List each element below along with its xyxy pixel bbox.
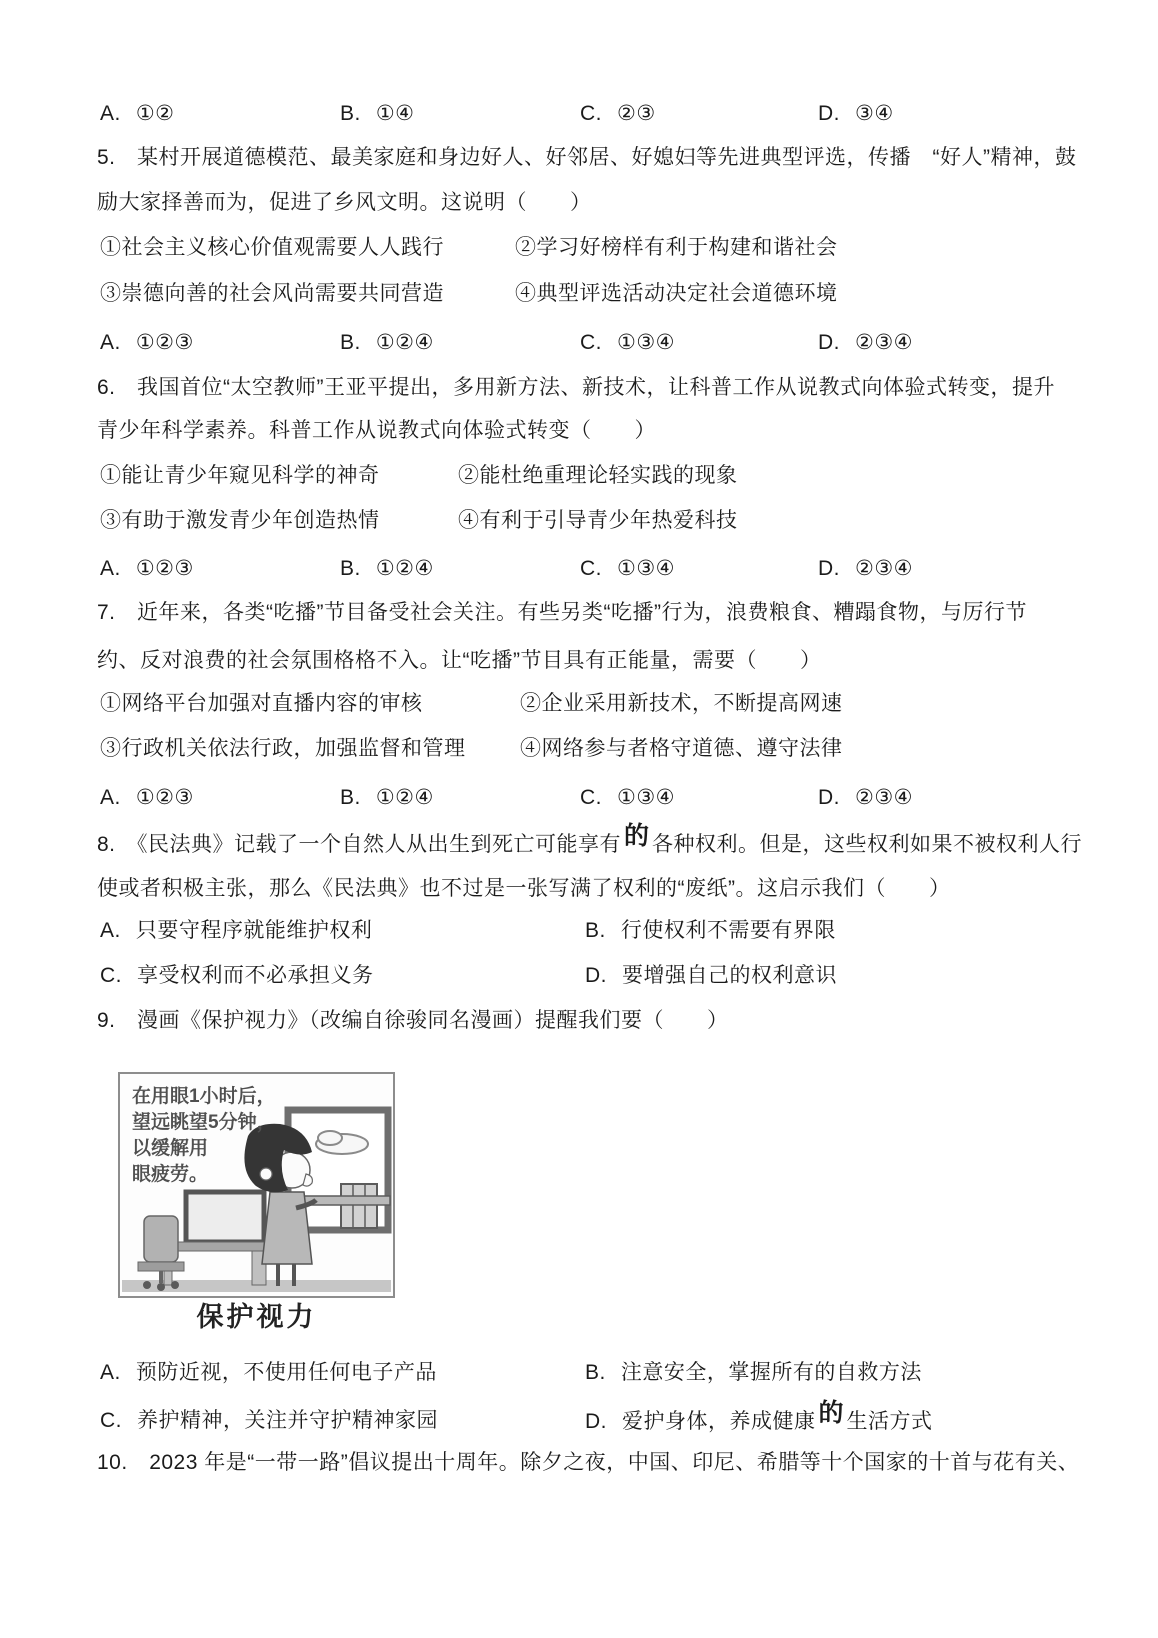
option-letter-d: D. bbox=[818, 102, 840, 125]
stem-text: 励大家择善而为，促进了乡风文明。这说明（ ） bbox=[97, 191, 592, 214]
option-letter-b: B. bbox=[340, 557, 361, 580]
comic-monitor bbox=[186, 1192, 264, 1242]
emphasized-de-character: 的 bbox=[818, 1399, 844, 1427]
option-letter-b: B. bbox=[585, 919, 606, 942]
option-letter-a: A. bbox=[100, 786, 121, 809]
stem-text: 8. 《民法典》记载了一个自然人从出生到死亡可能享有 bbox=[97, 833, 622, 856]
q9-options-row2 bbox=[0, 1398, 1158, 1443]
option-letter-b: B. bbox=[340, 102, 361, 125]
option-value: ①②④ bbox=[375, 786, 434, 809]
q6-stem-line2 bbox=[97, 408, 1158, 453]
option-letter-a: A. bbox=[100, 102, 121, 125]
option-text: 预防近视，不使用任何电子产品 bbox=[135, 1361, 437, 1384]
q5-option-d bbox=[818, 320, 913, 365]
comic-cloud-puff bbox=[318, 1131, 342, 1145]
option-letter-b: B. bbox=[340, 331, 361, 354]
option-value: ①③④ bbox=[617, 331, 675, 354]
option-text: 享受权利而不必承担义务 bbox=[137, 964, 374, 987]
q5-items-row1 bbox=[0, 225, 1158, 270]
q5-option-c bbox=[580, 320, 675, 365]
option-letter-c: C. bbox=[580, 557, 602, 580]
q5-answer-row bbox=[0, 320, 1158, 365]
comic-girl-ear bbox=[260, 1168, 272, 1180]
option-letter-d: D. bbox=[585, 1410, 607, 1433]
q5-option-a bbox=[100, 320, 194, 365]
q9-option-d bbox=[585, 1398, 933, 1444]
stem-text: 约、反对浪费的社会氛围格格不入。让“吃播”节目具有正能量，需要（ ） bbox=[97, 649, 822, 672]
option-value: ①②③ bbox=[135, 557, 194, 580]
option-letter-c: C. bbox=[100, 964, 122, 987]
q7-item-1: ①网络平台加强对直播内容的审核 bbox=[100, 692, 423, 715]
q5-stem-line2 bbox=[97, 180, 1158, 225]
comic-chair-back bbox=[144, 1216, 178, 1262]
q7-item-2: ②企业采用新技术，不断提高网速 bbox=[520, 692, 843, 715]
q6-item-4: ④有利于引导青少年热爱科技 bbox=[458, 509, 738, 532]
q7-option-d bbox=[818, 775, 913, 820]
option-text: 养护精神，关注并守护精神家园 bbox=[137, 1409, 438, 1432]
q8-options-row2 bbox=[0, 953, 1158, 998]
stem-text: 6. 我国首位“太空教师”王亚平提出，多用新方法、新技术，让科普工作从说教式向体验式转变，提升 bbox=[97, 376, 1055, 399]
comic-chair-seat bbox=[138, 1262, 184, 1271]
q6-items-row2 bbox=[0, 498, 1158, 543]
q4-option-b bbox=[340, 91, 415, 136]
comic-building bbox=[341, 1184, 377, 1228]
option-text: 生活方式 bbox=[846, 1410, 933, 1433]
option-letter-c: C. bbox=[580, 786, 602, 809]
option-value: ①②④ bbox=[375, 331, 434, 354]
comic-bubble-line-3: 以缓解用 bbox=[132, 1138, 209, 1159]
q5-item-2: ②学习好榜样有利于构建和谐社会 bbox=[515, 236, 838, 259]
q5-item-3: ③崇德向善的社会风尚需要共同营造 bbox=[100, 282, 444, 305]
comic-chair-wheel bbox=[143, 1281, 151, 1289]
comic-girl-dress bbox=[262, 1192, 312, 1264]
q6-option-a bbox=[100, 546, 194, 591]
comic-bubble-line-4: 眼疲劳。 bbox=[132, 1164, 209, 1185]
emphasized-de-character: 的 bbox=[624, 822, 650, 850]
stem-text: 各种权利。但是，这些权利如果不被权利人行 bbox=[652, 833, 1083, 856]
q6-item-3: ③有助于激发青少年创造热情 bbox=[100, 509, 380, 532]
q6-item-2: ②能杜绝重理论轻实践的现象 bbox=[458, 464, 738, 487]
q5-item-4: ④典型评选活动决定社会道德环境 bbox=[515, 282, 838, 305]
q6-stem-line1 bbox=[97, 365, 1158, 410]
q6-answer-row bbox=[0, 546, 1158, 591]
option-text: 注意安全，掌握所有的自救方法 bbox=[620, 1361, 922, 1384]
comic-caption: 保护视力 bbox=[196, 1302, 317, 1332]
q6-items-row1 bbox=[0, 453, 1158, 498]
option-value: ①③④ bbox=[617, 557, 675, 580]
stem-text: 使或者积极主张，那么《民法典》也不过是一张写满了权利的“废纸”。这启示我们（ ） bbox=[97, 877, 951, 900]
q8-option-a bbox=[100, 908, 372, 953]
option-text: 爱护身体，养成健康 bbox=[622, 1410, 816, 1433]
option-value: ①③④ bbox=[617, 786, 675, 809]
option-value: ①②④ bbox=[375, 557, 434, 580]
option-text: 要增强自己的权利意识 bbox=[622, 964, 837, 987]
option-letter-a: A. bbox=[100, 331, 121, 354]
q6-option-b bbox=[340, 546, 434, 591]
comic-chair-wheel bbox=[157, 1283, 165, 1291]
q7-items-row1 bbox=[0, 681, 1158, 726]
q7-option-c bbox=[580, 775, 675, 820]
option-letter-a: A. bbox=[100, 557, 121, 580]
q9-option-b bbox=[585, 1350, 922, 1395]
option-value: ②③④ bbox=[855, 786, 913, 809]
option-letter-b: B. bbox=[340, 786, 361, 809]
q4-option-c bbox=[580, 91, 656, 136]
q8-option-d bbox=[585, 953, 837, 998]
stem-text: 9. 漫画《保护视力》（改编自徐骏同名漫画）提醒我们要（ ） bbox=[97, 1009, 729, 1032]
option-value: ①② bbox=[135, 102, 175, 125]
option-letter-a: A. bbox=[100, 919, 121, 942]
q8-options-row1 bbox=[0, 908, 1158, 953]
stem-text: 7. 近年来，各类“吃播”节目备受社会关注。有些另类“吃播”行为，浪费粮食、糟蹋食物，与厉行节 bbox=[97, 601, 1027, 624]
q7-option-a bbox=[100, 775, 194, 820]
q8-stem-line2 bbox=[97, 866, 1158, 911]
q5-option-b bbox=[340, 320, 434, 365]
q5-item-1: ①社会主义核心价值观需要人人践行 bbox=[100, 236, 444, 259]
q5-stem-line1 bbox=[97, 135, 1158, 180]
option-text: 行使权利不需要有界限 bbox=[620, 919, 836, 942]
stem-text: 5. 某村开展道德模范、最美家庭和身边好人、好邻居、好媳妇等先进典型评选，传播 “好人”精神，鼓 bbox=[97, 146, 1077, 169]
q6-option-d bbox=[818, 546, 913, 591]
q9-option-c bbox=[100, 1398, 438, 1443]
q9-options-row1 bbox=[0, 1350, 1158, 1395]
comic-protect-eyesight bbox=[118, 1072, 395, 1298]
q4-option-d bbox=[818, 91, 894, 136]
q7-stem-line2 bbox=[97, 638, 1158, 683]
option-letter-c: C. bbox=[580, 102, 602, 125]
option-letter-b: B. bbox=[585, 1361, 606, 1384]
q7-items-row2 bbox=[0, 726, 1158, 771]
option-letter-a: A. bbox=[100, 1361, 121, 1384]
q6-item-1: ①能让青少年窥见科学的神奇 bbox=[100, 464, 380, 487]
option-letter-d: D. bbox=[818, 557, 840, 580]
q7-stem-line1 bbox=[97, 590, 1158, 635]
q8-option-b bbox=[585, 908, 836, 953]
option-value: ③④ bbox=[855, 102, 894, 125]
option-letter-d: D. bbox=[585, 964, 607, 987]
option-letter-d: D. bbox=[818, 786, 840, 809]
q7-option-b bbox=[340, 775, 434, 820]
option-text: 只要守程序就能维护权利 bbox=[135, 919, 373, 942]
q4-option-a bbox=[100, 91, 175, 136]
q8-stem-line1 bbox=[97, 821, 1158, 866]
q6-option-c bbox=[580, 546, 675, 591]
comic-chair-wheel bbox=[171, 1281, 179, 1289]
comic-drawing bbox=[120, 1074, 393, 1296]
option-value: ①②③ bbox=[135, 331, 194, 354]
option-value: ①②③ bbox=[135, 786, 194, 809]
q8-option-c bbox=[100, 953, 374, 998]
comic-bubble-line-2: 望远眺望5分钟， bbox=[132, 1112, 276, 1133]
q7-answer-row bbox=[0, 775, 1158, 820]
option-letter-c: C. bbox=[100, 1409, 122, 1432]
option-value: ②③④ bbox=[855, 557, 913, 580]
option-value: ②③④ bbox=[855, 331, 913, 354]
stem-text: 10. 2023 年是“一带一路”倡议提出十周年。除夕之夜，中国、印尼、希腊等十个国家的十首与花有关、 bbox=[97, 1451, 1080, 1474]
q10-stem-line1 bbox=[97, 1440, 1158, 1485]
option-value: ②③ bbox=[617, 102, 656, 125]
comic-bubble-line-1: 在用眼1小时后， bbox=[132, 1086, 276, 1107]
stem-text: 青少年科学素养。科普工作从说教式向体验式转变（ ） bbox=[97, 419, 656, 442]
option-letter-d: D. bbox=[818, 331, 840, 354]
option-letter-c: C. bbox=[580, 331, 602, 354]
q7-item-3: ③行政机关依法行政，加强监督和管理 bbox=[100, 737, 466, 760]
q9-option-a bbox=[100, 1350, 437, 1395]
q4-answer-row bbox=[0, 91, 1158, 136]
q7-item-4: ④网络参与者格守道德、遵守法律 bbox=[520, 737, 843, 760]
q5-items-row2 bbox=[0, 271, 1158, 316]
q9-stem bbox=[97, 998, 1158, 1043]
option-value: ①④ bbox=[375, 102, 415, 125]
